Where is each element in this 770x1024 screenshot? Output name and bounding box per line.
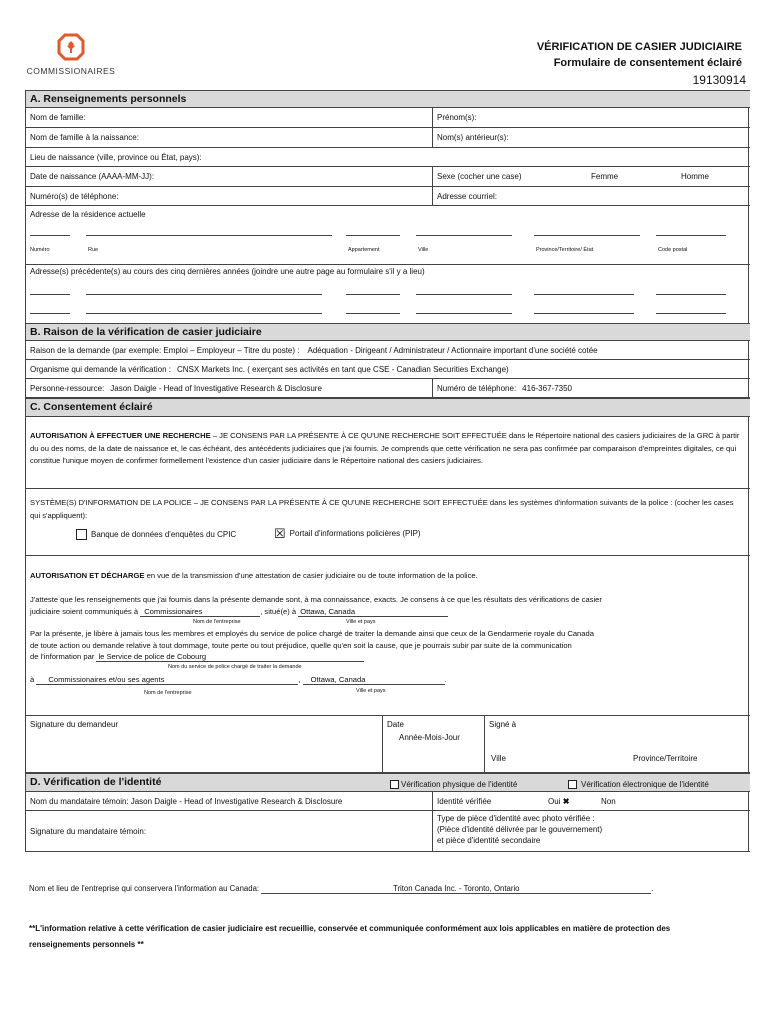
service-police-fill[interactable]: le Service de police de Cobourg [96, 652, 364, 662]
decharge-title: AUTORISATION ET DÉCHARGE [30, 571, 145, 580]
logo-text: COMMISSIONAIRES [26, 66, 116, 76]
atteste-line-1: J'atteste que les renseignements que j'ai fournis dans la présente demande sont, à ma connaissance, exacts. Je consens à ce que les résultats des vérifications de casier [30, 595, 602, 604]
physique-checkbox[interactable] [390, 780, 399, 789]
electronique-option[interactable]: Vérification électronique de l'identité [568, 776, 709, 793]
cpic-checkbox[interactable] [76, 529, 87, 540]
form-subtitle: Formulaire de consentement éclairé [553, 57, 742, 69]
agents-line: à Commissionaires et/ou ses agents , Ottawa, Canada . [30, 675, 447, 684]
femme-option[interactable]: Femme [591, 172, 619, 181]
organisme-field[interactable]: Organisme qui demande la vérification : CNSX Markets Inc. ( exerçant ses activités en tant que CSE - Canadian Securities Exchange) [30, 364, 509, 374]
signe-province-label: Province/Territoire [633, 754, 698, 763]
row-telephone [26, 187, 750, 206]
homme-option[interactable]: Homme [681, 172, 710, 181]
residence-label: Adresse de la résidence actuelle [30, 210, 146, 219]
non-option[interactable]: Non [601, 796, 616, 806]
auth-recherche-title: AUTORISATION À EFFECTUER UNE RECHERCHE [30, 431, 211, 440]
residence-block[interactable] [26, 206, 750, 265]
decharge-text: en vue de la transmission d'une attestation de casier judiciaire ou de toute information de la police. [144, 571, 478, 580]
systeme-block [26, 489, 750, 556]
addr-label-rue: Rue [88, 247, 99, 253]
liberation-line-3: de l'information par le Service de police de Cobourg [30, 652, 364, 662]
telephone-field[interactable]: Numéro(s) de téléphone: [30, 191, 119, 201]
row-personne [26, 379, 750, 398]
row-raison [26, 341, 750, 360]
ville2-caption: Ville et pays [356, 688, 386, 694]
mandataire-field[interactable]: Nom du mandataire témoin: Jason Daigle - Head of Investigative Research & Disclosure [30, 796, 343, 806]
service-police-caption: Nom du service de police chargé de traiter la demande [168, 664, 302, 670]
addr-label-code-postal: Code postal [658, 247, 688, 253]
commissionaires-logo-icon [56, 32, 86, 62]
date-format: Année-Mois-Jour [399, 733, 460, 742]
precedentes-label: Adresse(s) précédente(s) au cours des cinq dernières années (joindre une autre page au formulaire s'il y a lieu) [30, 267, 425, 276]
tel-ressource-field[interactable]: Numéro de téléphone: 416-367-7350 [432, 379, 750, 397]
identite-verifiee-field: Identité vérifiée Oui ✖ Non [432, 792, 750, 810]
physique-option[interactable]: Vérification physique de l'identité [390, 776, 517, 793]
auth-recherche-block [26, 417, 750, 489]
row-mandataire [26, 792, 750, 811]
precedentes-block[interactable] [26, 265, 750, 327]
form-title: VÉRIFICATION DE CASIER JUDICIAIRE [536, 41, 742, 53]
entreprise2-fill[interactable]: Commissionaires et/ou ses agents [36, 675, 298, 685]
tel-ressource-value: 416-367-7350 [522, 383, 572, 393]
signe-a-label: Signé à [489, 720, 517, 729]
cpic-checkbox-row[interactable] [76, 529, 236, 540]
date-label: Date [387, 720, 404, 729]
row-nom-naissance [26, 128, 750, 148]
cpic-label: Banque de données d'enquêtes du CPIC [91, 530, 237, 539]
signature-mandataire-field[interactable]: Signature du mandataire témoin: [30, 826, 147, 836]
liberation-line-2: de toute action ou demande relative à tout dommage, toute perte ou tout préjudice, quelle qu'en soit la cause, que je pourrais subir par suite de la communication [30, 641, 572, 650]
conserve-value[interactable]: Triton Canada Inc. - Toronto, Ontario [261, 884, 651, 894]
signature-block [26, 716, 750, 773]
decharge-block [26, 556, 750, 716]
mandataire-value: Jason Daigle - Head of Investigative Research & Disclosure [130, 796, 343, 806]
addr-label-appartement: Appartement [348, 247, 380, 253]
oui-checked-mark: ✖ [562, 796, 570, 806]
row-date-sexe [26, 167, 750, 187]
personne-value: Jason Daigle - Head of Investigative Research & Disclosure [110, 383, 322, 393]
courriel-field[interactable]: Adresse courriel: [432, 187, 750, 205]
ville-caption: Ville et pays [346, 619, 376, 625]
raison-field[interactable]: Raison de la demande (par exemple: Emploi – Employeur – Titre du poste) : Adéquation - Dirigeant / Administrateur / Actionnaire important d'une société cotée [30, 345, 598, 355]
ville2-fill[interactable]: Ottawa, Canada [303, 675, 445, 685]
pip-checkbox-checked[interactable]: ☒ [274, 526, 286, 541]
section-d-header: D. Vérification de l'identité Vérification physique de l'identité Vérification électronique de l'identité [26, 773, 750, 792]
row-organisme [26, 360, 750, 379]
conserve-line: Nom et lieu de l'entreprise qui conservera l'information au Canada: Triton Canada Inc. - Toronto, Ontario . [29, 884, 654, 893]
atteste-line-2: judiciaire soient communiqués à Commissionaires , situé(e) à Ottawa, Canada [30, 607, 448, 617]
organisme-value: CNSX Markets Inc. ( exerçant ses activités en tant que CSE - Canadian Securities Exchange) [176, 364, 509, 374]
nom-field[interactable]: Nom de famille: [30, 113, 86, 122]
pip-label: Portail d'informations policières (PIP) [289, 529, 421, 538]
addr-label-ville: Ville [418, 247, 429, 253]
section-c-header: C. Consentement éclairé [26, 398, 750, 417]
addr-label-numero: Numéro [30, 247, 50, 253]
privacy-note: **L'information relative à cette vérification de casier judiciaire est recueillie, conservée et communiquée conformément aux lois applicables en matière de protection des renseignements personnels ** [29, 924, 671, 949]
electronique-checkbox[interactable] [568, 780, 577, 789]
prenom-field[interactable]: Prénom(s): [432, 108, 750, 127]
row-nom [26, 108, 750, 128]
row-lieu-naissance [26, 148, 750, 167]
liberation-line-1: Par la présente, je libère à jamais tous les membres et employés du service de police chargé de traiter la demande ainsi que ceux de la Gendarmerie royale du Canada [30, 629, 594, 638]
form-body [25, 90, 749, 852]
lieu-naissance-field[interactable]: Lieu de naissance (ville, province ou État, pays): [30, 152, 202, 162]
signe-ville-label: Ville [491, 754, 506, 763]
noms-anterieurs-field[interactable]: Nom(s) antérieur(s): [432, 128, 750, 147]
entreprise-caption: Nom de l'entreprise [193, 619, 241, 625]
systeme-text: SYSTÈME(S) D'INFORMATION DE LA POLICE – JE CONSENS PAR LA PRÉSENTE À CE QU'UNE RECHERCHE SOIT EFFECTUÉE dans les systèmes d'information suivants de la police : (cocher les cases qui s'appliquent): [30, 498, 734, 520]
signe-a-field[interactable] [484, 716, 750, 772]
raison-value: Adéquation - Dirigeant / Administrateur / Actionnaire important d'une société cotée [307, 345, 598, 355]
auth-recherche-text: – JE CONSENS PAR LA PRÉSENTE À CE QU'UNE RECHERCHE SOIT EFFECTUÉE dans le Répertoire national des casiers judiciaires de la GRC à partir du ou des noms, de la date de naissance et, le cas échéant, des antécédents judiciaires que j'ai fournis. Je comprends que cette vérification ne sera pas confirmée par comparaison d'empreintes digitales, ce qui constitue l'unique moyen de confirmer formellement l'existence d'un casier judiciaire dans le Répertoire national des casiers judiciaires. [30, 431, 740, 465]
personne-field[interactable]: Personne-ressource: Jason Daigle - Head of Investigative Research & Disclosure [30, 383, 322, 393]
logo [25, 30, 117, 78]
signature-demandeur-field[interactable]: Signature du demandeur [30, 720, 119, 729]
pip-checkbox-row[interactable] [274, 527, 421, 540]
ville-fill[interactable]: Ottawa, Canada [298, 607, 448, 617]
nom-naissance-field[interactable]: Nom de famille à la naissance: [30, 133, 139, 142]
entreprise-fill[interactable]: Commissionaires [140, 607, 260, 617]
section-a-header: A. Renseignements personnels [26, 90, 750, 108]
type-piece-field[interactable]: Type de pièce d'identité avec photo vérifiée : (Pièce d'identité délivrée par le gouvernement) et pièce d'identité secondaire [432, 811, 750, 851]
oui-option[interactable]: Oui ✖ [548, 796, 570, 806]
date-naissance-field[interactable]: Date de naissance (AAAA-MM-JJ): [30, 172, 155, 181]
entreprise2-caption: Nom de l'entreprise [144, 690, 192, 696]
row-signature-mandataire [26, 811, 750, 852]
form-number: 19130914 [692, 73, 746, 87]
sexe-field: Sexe (cocher une case) Femme Homme [432, 167, 750, 186]
addr-label-province: Province/Territoire/ État [536, 247, 594, 253]
date-field[interactable] [382, 716, 484, 772]
section-b-header: B. Raison de la vérification de casier judiciaire [26, 323, 750, 341]
